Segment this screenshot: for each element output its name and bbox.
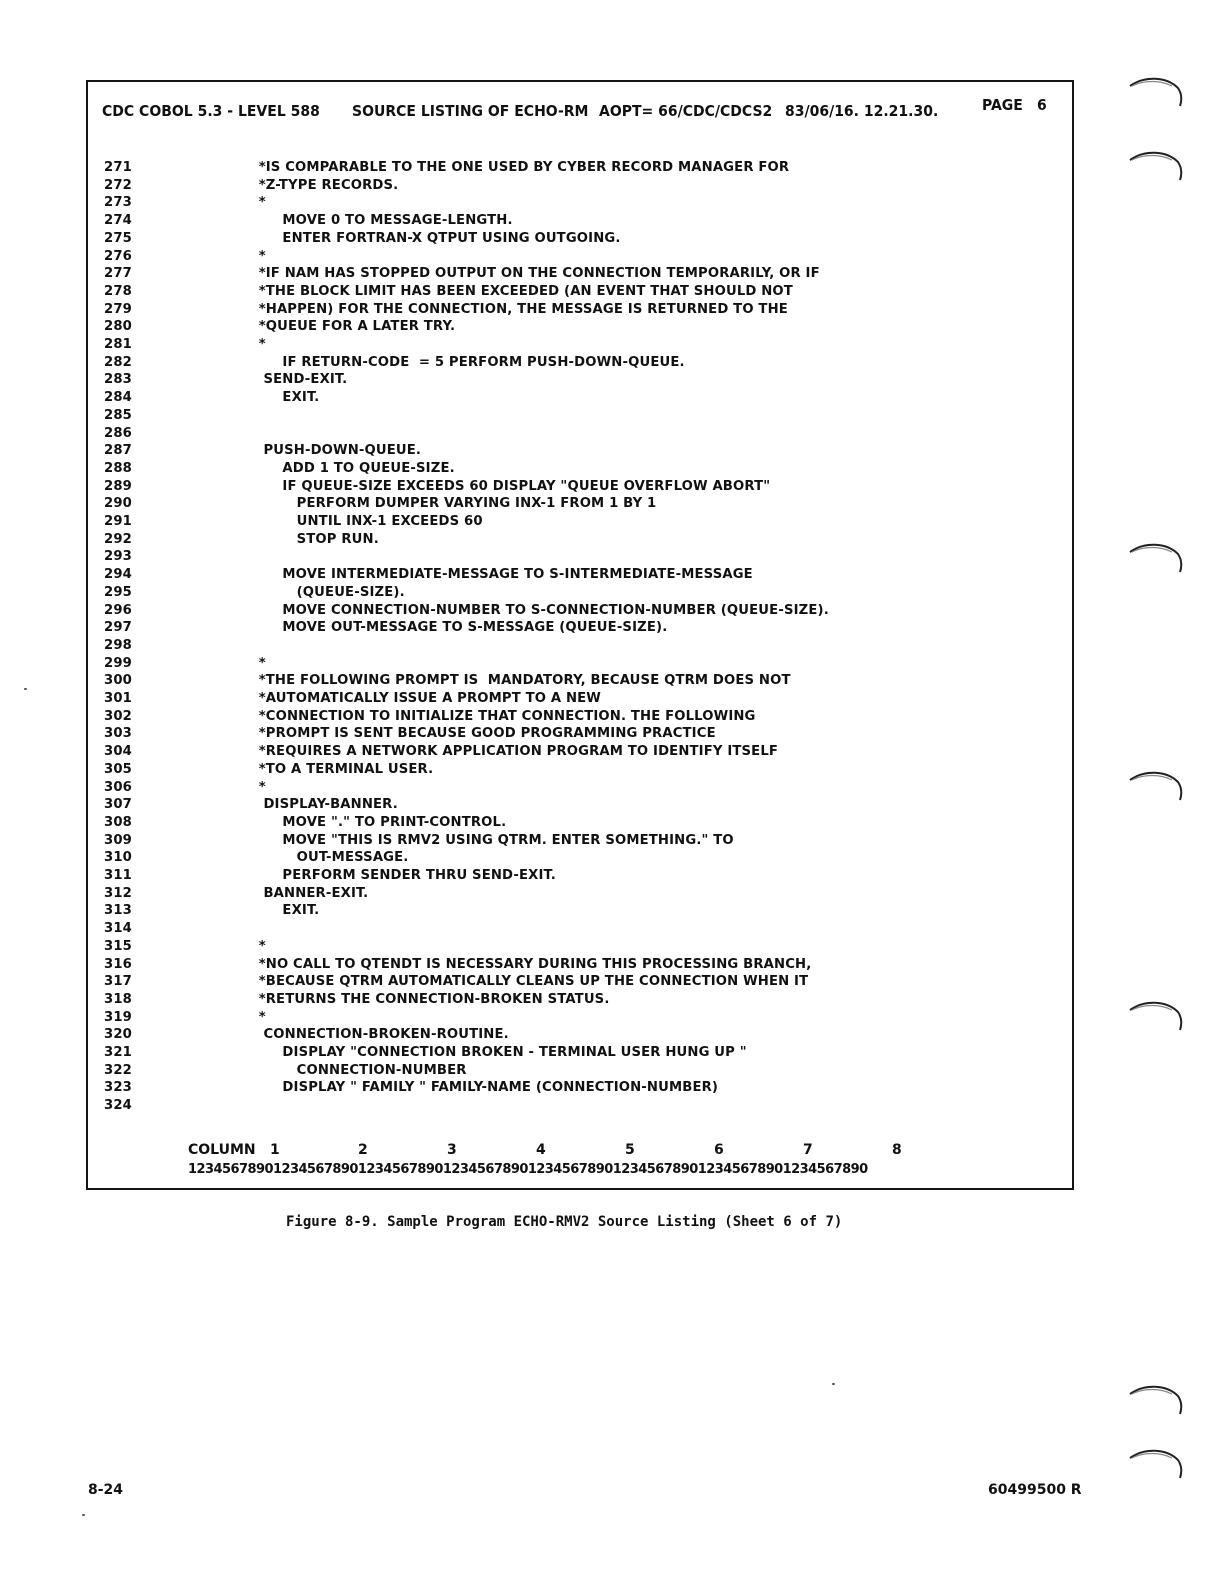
source-line [104, 479, 770, 497]
source-line [104, 886, 368, 904]
source-line [104, 213, 513, 231]
line-number: 305 [104, 761, 132, 777]
source-line [104, 195, 266, 213]
line-number: 296 [104, 602, 132, 618]
source-line [104, 638, 235, 656]
line-source: *BECAUSE QTRM AUTOMATICALLY CLEANS UP THE CONNECTION WHEN IT [235, 974, 809, 990]
line-number: 323 [104, 1080, 132, 1096]
line-source: PERFORM DUMPER VARYING INX-1 FROM 1 BY 1 [235, 496, 657, 512]
line-number: 309 [104, 832, 132, 848]
line-source: MOVE "THIS IS RMV2 USING QTRM. ENTER SOMETHING." TO [235, 832, 734, 848]
line-source: * [235, 655, 266, 671]
line-source: *TO A TERMINAL USER. [235, 761, 434, 777]
line-source: * [235, 1009, 266, 1025]
line-source: *THE FOLLOWING PROMPT IS MANDATORY, BECAUSE QTRM DOES NOT [235, 673, 791, 689]
line-number: 299 [104, 655, 132, 671]
column-tick: 3 [447, 1142, 457, 1158]
source-line [104, 249, 266, 267]
source-line [104, 1063, 467, 1081]
line-source: *Z-TYPE RECORDS. [235, 177, 399, 193]
source-line [104, 231, 621, 249]
source-line [104, 620, 667, 638]
source-line [104, 443, 421, 461]
page-label: PAGE [982, 97, 1023, 115]
binder-tab-icon [1124, 766, 1184, 802]
line-number: 311 [104, 868, 132, 883]
scan-speck [832, 1383, 835, 1385]
source-line [104, 1027, 509, 1045]
column-tick: 4 [536, 1142, 546, 1158]
line-number: 282 [104, 354, 132, 370]
source-line [104, 656, 266, 674]
line-number: 281 [104, 337, 132, 352]
source-line [104, 514, 483, 532]
line-source: STOP RUN. [235, 531, 379, 547]
line-source: MOVE CONNECTION-NUMBER TO S-CONNECTION-NUMBER (QUEUE-SIZE). [235, 602, 829, 618]
line-number: 283 [104, 372, 132, 388]
column-tick: 8 [892, 1142, 902, 1158]
line-source: CONNECTION-NUMBER [235, 1062, 467, 1078]
binder-tab-icon [1124, 1444, 1184, 1480]
source-line [104, 408, 235, 426]
line-number: 279 [104, 301, 132, 317]
line-number: 301 [104, 691, 132, 706]
column-tick: 7 [803, 1142, 813, 1158]
line-number: 289 [104, 478, 132, 494]
footer-document-number: 60499500 R [988, 1482, 1082, 1498]
line-source: ADD 1 TO QUEUE-SIZE. [235, 460, 455, 476]
line-number: 271 [104, 160, 132, 175]
line-number: 324 [104, 1098, 132, 1114]
line-number: 284 [104, 390, 132, 406]
line-number: 318 [104, 991, 132, 1007]
line-source: BANNER-EXIT. [235, 885, 369, 901]
source-line [104, 921, 235, 939]
line-number: 322 [104, 1062, 132, 1078]
source-line [104, 992, 610, 1010]
line-number: 321 [104, 1045, 132, 1060]
source-line [104, 957, 811, 975]
line-number: 273 [104, 195, 132, 211]
line-source: *REQUIRES A NETWORK APPLICATION PROGRAM TO IDENTIFY ITSELF [235, 744, 779, 760]
binder-tab-icon [1124, 72, 1184, 108]
line-source: EXIT. [235, 903, 320, 919]
source-line [104, 1080, 718, 1098]
source-line [104, 426, 235, 444]
line-source: OUT-MESSAGE. [235, 850, 409, 866]
source-line [104, 266, 820, 284]
line-source: * [235, 938, 266, 954]
source-line [104, 762, 433, 780]
source-line [104, 1098, 235, 1116]
scan-speck [82, 1514, 85, 1516]
source-line [104, 797, 398, 815]
line-number: 310 [104, 850, 132, 866]
line-number: 306 [104, 779, 132, 795]
line-number: 308 [104, 814, 132, 830]
line-source: *AUTOMATICALLY ISSUE A PROMPT TO A NEW [235, 691, 602, 706]
binder-tab-icon [1124, 1380, 1184, 1416]
line-number: 274 [104, 213, 132, 229]
source-line [104, 726, 716, 744]
source-line [104, 1010, 266, 1028]
line-source: *THE BLOCK LIMIT HAS BEEN EXCEEDED (AN EVENT THAT SHOULD NOT [235, 283, 793, 299]
line-number: 315 [104, 938, 132, 954]
line-number: 303 [104, 726, 132, 742]
line-number: 294 [104, 567, 132, 583]
binder-tab-icon [1124, 146, 1184, 182]
column-tick: 5 [625, 1142, 635, 1158]
line-number: 320 [104, 1027, 132, 1043]
compiler-options: AOPT= 66/CDC/CDCS2 [599, 103, 773, 121]
line-source: UNTIL INX-1 EXCEEDS 60 [235, 514, 483, 529]
line-number: 286 [104, 425, 132, 441]
source-line [104, 390, 319, 408]
source-line [104, 673, 791, 691]
line-number: 302 [104, 708, 132, 724]
line-source: *PROMPT IS SENT BECAUSE GOOD PROGRAMMING PRACTICE [235, 726, 716, 742]
figure-caption: Figure 8-9. Sample Program ECHO-RMV2 Source Listing (Sheet 6 of 7) [286, 1214, 843, 1230]
line-number: 304 [104, 744, 132, 760]
line-number: 297 [104, 620, 132, 636]
column-tick: 6 [714, 1142, 724, 1158]
line-source: *RETURNS THE CONNECTION-BROKEN STATUS. [235, 991, 610, 1007]
source-line [104, 709, 756, 727]
source-line [104, 567, 753, 585]
line-number: 298 [104, 637, 132, 653]
line-number: 291 [104, 514, 132, 529]
source-line [104, 780, 266, 798]
line-number: 288 [104, 460, 132, 476]
line-source: SEND-EXIT. [235, 372, 348, 388]
source-line [104, 532, 379, 550]
line-source: EXIT. [235, 390, 320, 406]
line-source: ENTER FORTRAN-X QTPUT USING OUTGOING. [235, 230, 621, 246]
line-number: 272 [104, 177, 132, 193]
source-line [104, 850, 408, 868]
line-source: *NO CALL TO QTENDT IS NECESSARY DURING THIS PROCESSING BRANCH, [235, 956, 812, 972]
line-source: DISPLAY " FAMILY " FAMILY-NAME (CONNECTION-NUMBER) [235, 1080, 719, 1096]
line-source: * [235, 195, 266, 211]
line-number: 292 [104, 531, 132, 547]
binder-tab-icon [1124, 996, 1184, 1032]
line-source: PERFORM SENDER THRU SEND-EXIT. [235, 868, 556, 883]
line-source: *QUEUE FOR A LATER TRY. [235, 319, 456, 335]
line-number: 300 [104, 673, 132, 689]
line-source: PUSH-DOWN-QUEUE. [235, 443, 422, 459]
line-number: 313 [104, 903, 132, 919]
source-line [104, 833, 734, 851]
line-number: 290 [104, 496, 132, 512]
scan-speck [24, 688, 27, 690]
line-source: * [235, 779, 266, 795]
line-number: 314 [104, 921, 132, 937]
line-number: 277 [104, 266, 132, 282]
line-number: 316 [104, 956, 132, 972]
line-source: *HAPPEN) FOR THE CONNECTION, THE MESSAGE IS RETURNED TO THE [235, 301, 788, 317]
line-number: 295 [104, 584, 132, 600]
line-number: 275 [104, 230, 132, 246]
line-source: MOVE 0 TO MESSAGE-LENGTH. [235, 213, 513, 229]
source-line [104, 903, 319, 921]
line-source: IF QUEUE-SIZE EXCEEDS 60 DISPLAY "QUEUE OVERFLOW ABORT" [235, 478, 771, 494]
source-line [104, 585, 405, 603]
column-tick: 2 [358, 1142, 368, 1158]
line-number: 317 [104, 974, 132, 990]
line-source: DISPLAY "CONNECTION BROKEN - TERMINAL USER HUNG UP " [235, 1045, 747, 1060]
source-line [104, 284, 793, 302]
source-line [104, 355, 685, 373]
source-line [104, 461, 455, 479]
line-source: * [235, 248, 266, 264]
column-label: COLUMN [188, 1142, 256, 1158]
line-source: (QUEUE-SIZE). [235, 584, 405, 600]
source-line [104, 337, 266, 355]
line-number: 276 [104, 248, 132, 264]
listing-title: SOURCE LISTING OF ECHO-RM [352, 103, 589, 121]
source-line [104, 815, 506, 833]
source-line [104, 744, 778, 762]
source-line [104, 496, 656, 514]
binder-tab-icon [1124, 538, 1184, 574]
line-source: *IS COMPARABLE TO THE ONE USED BY CYBER RECORD MANAGER FOR [235, 160, 790, 175]
line-source: DISPLAY-BANNER. [235, 797, 398, 813]
line-source: *IF NAM HAS STOPPED OUTPUT ON THE CONNECTION TEMPORARILY, OR IF [235, 266, 820, 282]
line-number: 307 [104, 797, 132, 813]
footer-page-number: 8-24 [88, 1482, 124, 1498]
column-tick: 1 [270, 1142, 280, 1158]
listing-date-time: 83/06/16. 12.21.30. [785, 103, 939, 121]
source-line [104, 160, 789, 178]
line-number: 319 [104, 1009, 132, 1025]
line-number: 312 [104, 885, 132, 901]
line-number: 287 [104, 443, 132, 459]
line-number: 278 [104, 283, 132, 299]
source-line [104, 868, 556, 886]
line-source: MOVE INTERMEDIATE-MESSAGE TO S-INTERMEDIATE-MESSAGE [235, 567, 753, 583]
line-source: MOVE OUT-MESSAGE TO S-MESSAGE (QUEUE-SIZE). [235, 620, 668, 636]
line-source: * [235, 337, 266, 352]
compiler-version: CDC COBOL 5.3 - LEVEL 588 [102, 103, 320, 121]
source-line [104, 974, 808, 992]
source-line [104, 302, 788, 320]
source-line [104, 549, 235, 567]
page-number: 6 [1037, 97, 1047, 115]
line-source: MOVE "." TO PRINT-CONTROL. [235, 814, 507, 830]
source-line [104, 603, 829, 621]
source-line [104, 372, 347, 390]
line-number: 285 [104, 407, 132, 423]
line-number: 280 [104, 319, 132, 335]
source-line [104, 691, 601, 709]
line-source: *CONNECTION TO INITIALIZE THAT CONNECTION. THE FOLLOWING [235, 708, 756, 724]
source-line [104, 939, 266, 957]
line-source: CONNECTION-BROKEN-ROUTINE. [235, 1027, 509, 1043]
source-line [104, 1045, 747, 1063]
source-line [104, 178, 398, 196]
column-ruler-digits: 12345678901234567890123456789012345678901234567890123456789012345678901234567890 [188, 1162, 868, 1177]
line-number: 293 [104, 549, 132, 565]
source-line [104, 319, 455, 337]
line-source: IF RETURN-CODE = 5 PERFORM PUSH-DOWN-QUEUE. [235, 354, 685, 370]
